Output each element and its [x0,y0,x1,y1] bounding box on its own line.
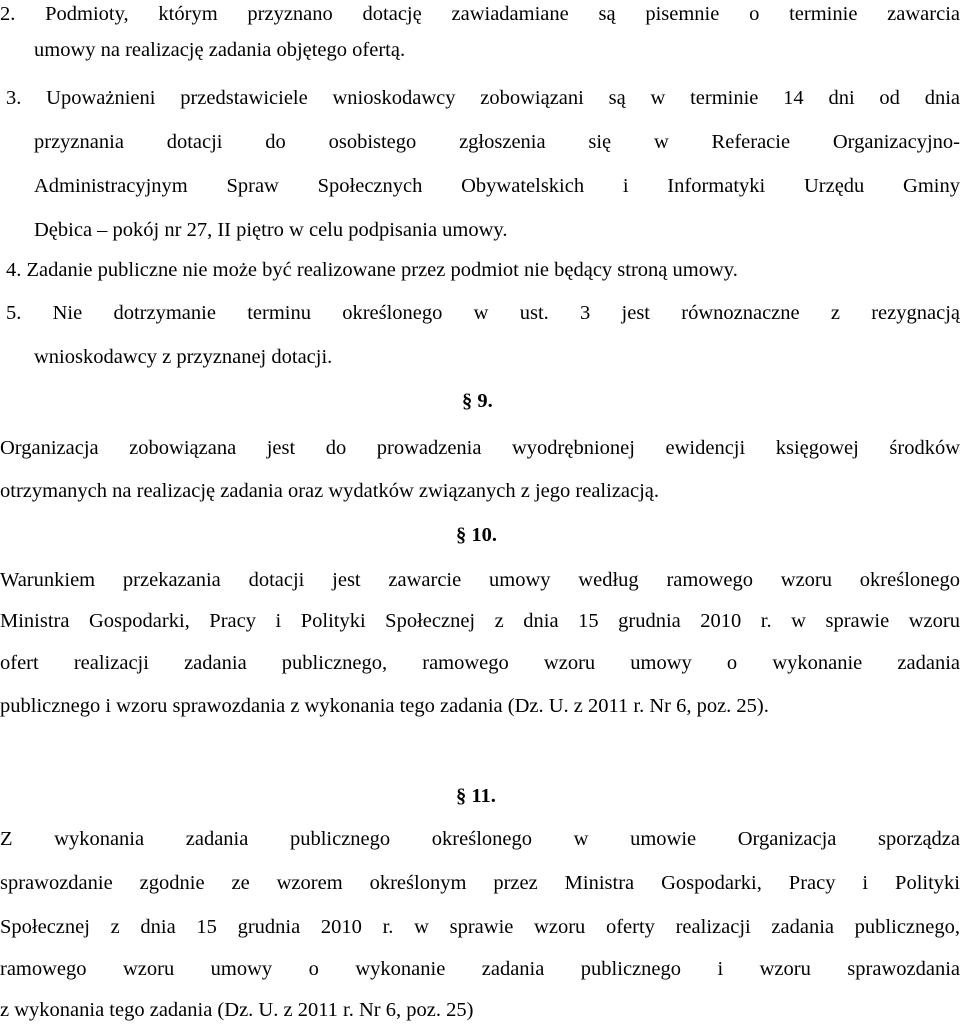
item-5-line-2: wnioskodawcy z przyznanej dotacji. [34,346,333,368]
section-9-line-1: Organizacja zobowiązana jest do prowadzenia wyodrębnionej ewidencji księgowej środków [0,437,960,459]
item-3-line-1: 3. Upoważnieni przedstawiciele wnioskodawcy zobowiązani są w terminie 14 dni od dnia [6,87,960,109]
section-11-line-1: Z wykonania zadania publicznego określonego w umowie Organizacja sporządza [0,828,960,850]
section-10-line-3: ofert realizacji zadania publicznego, ramowego wzoru umowy o wykonanie zadania [0,652,960,674]
item-3-line-3: Administracyjnym Spraw Społecznych Obywatelskich i Informatyki Urzędu Gminy [34,175,960,197]
section-10-heading: § 10. [456,524,497,546]
section-11-line-3: Społecznej z dnia 15 grudnia 2010 r. w sprawie wzoru oferty realizacji zadania publicznego, [0,916,960,938]
section-9-heading: § 9. [462,390,493,412]
section-11-line-4: ramowego wzoru umowy o wykonanie zadania publicznego i wzoru sprawozdania [0,958,960,980]
item-5-line-1: 5. Nie dotrzymanie terminu określonego w ust. 3 jest równoznaczne z rezygnacją [6,302,960,324]
section-11-heading: § 11. [456,785,496,807]
item-3-line-4: Dębica – pokój nr 27, II piętro w celu podpisania umowy. [34,219,508,241]
section-11-line-5: z wykonania tego zadania (Dz. U. z 2011 r. Nr 6, poz. 25) [0,999,474,1021]
section-10-line-4: publicznego i wzoru sprawozdania z wykonania tego zadania (Dz. U. z 2011 r. Nr 6, poz. 25). [0,695,769,717]
section-9-line-2: otrzymanych na realizację zadania oraz wydatków związanych z jego realizacją. [0,480,660,502]
item-3-line-2: przyznania dotacji do osobistego zgłoszenia się w Referacie Organizacyjno- [34,131,960,153]
section-11-line-2: sprawozdanie zgodnie ze wzorem określonym przez Ministra Gospodarki, Pracy i Polityki [0,872,960,894]
item-2-line-1: 2. Podmioty, którym przyznano dotację zawiadamiane są pisemnie o terminie zawarcia [0,3,960,25]
section-10-line-1: Warunkiem przekazania dotacji jest zawarcie umowy według ramowego wzoru określonego [0,569,960,591]
item-2-line-2: umowy na realizację zadania objętego ofertą. [34,39,406,61]
section-10-line-2: Ministra Gospodarki, Pracy i Polityki Społecznej z dnia 15 grudnia 2010 r. w sprawie wzoru [0,610,960,632]
item-4-line-1: 4. Zadanie publiczne nie może być realizowane przez podmiot nie będący stroną umowy. [6,259,738,281]
